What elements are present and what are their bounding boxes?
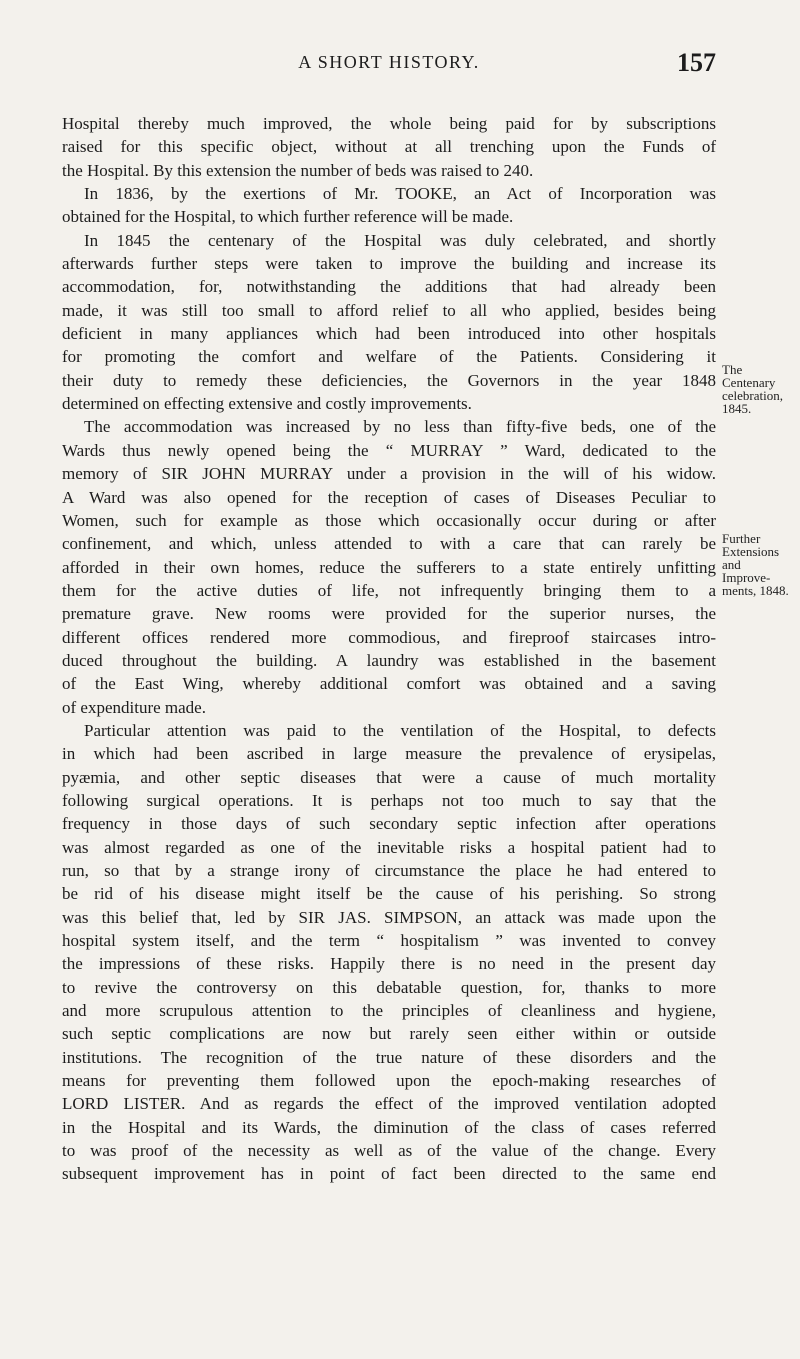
text-line: obtained for the Hospital, to which further reference will be made. bbox=[62, 207, 514, 227]
page-number: 157 bbox=[677, 48, 716, 77]
margin-note-extensions bbox=[722, 532, 800, 597]
text-line: Wards thus newly opened being the “ MURRAY ” Ward, dedicated to the bbox=[62, 440, 716, 460]
running-header bbox=[62, 48, 716, 78]
text-line: Particular attention was paid to the ventilation of the Hospital, to defects bbox=[84, 720, 716, 740]
text-line: pyæmia, and other septic diseases that were a cause of much mortality bbox=[62, 767, 716, 787]
text-line: determined on effecting extensive and costly improvements. bbox=[62, 394, 472, 414]
margin-note-line: Centenary bbox=[722, 375, 776, 390]
margin-note-line: Extensions bbox=[722, 544, 780, 559]
text-line: In 1845 the centenary of the Hospital was duly celebrated, and shortly bbox=[84, 230, 716, 250]
text-line: premature grave. New rooms were provided for the superior nurses, the bbox=[62, 604, 716, 624]
text-line: in the Hospital and its Wards, the diminution of the class of cases referred bbox=[62, 1117, 716, 1137]
text-line: institutions. The recognition of the true nature of these disorders and the bbox=[62, 1047, 716, 1067]
text-line: was this belief that, led by SIR JAS. SIMPSON, an attack was made upon the bbox=[62, 907, 716, 927]
text-line: of expenditure made. bbox=[62, 697, 206, 717]
text-line: frequency in those days of such secondary septic infection after operations bbox=[62, 814, 716, 834]
text-line: them for the active duties of life, not infrequently bringing them to a bbox=[62, 580, 716, 600]
text-line: hospital system itself, and the term “ hospitalism ” was invented to convey bbox=[62, 931, 716, 951]
margin-note-line: celebration, bbox=[722, 388, 783, 403]
text-line: A Ward was also opened for the reception of cases of Diseases Peculiar to bbox=[62, 487, 716, 507]
text-line: duced throughout the building. A laundry was established in the basement bbox=[62, 650, 716, 670]
paragraph bbox=[62, 182, 716, 229]
text-line: accommodation, for, notwithstanding the additions that had already been bbox=[62, 277, 716, 297]
paragraph bbox=[62, 112, 716, 182]
text-line: subsequent improvement has in point of fact been directed to the same end bbox=[62, 1164, 716, 1184]
text-line: the impressions of these risks. Happily there is no need in the present day bbox=[62, 954, 716, 974]
text-line: Hospital thereby much improved, the whole being paid for by subscriptions bbox=[62, 114, 716, 133]
text-line: different offices rendered more commodious, and fireproof staircases intro- bbox=[62, 627, 716, 647]
text-line: afterwards further steps were taken to improve the building and increase its bbox=[62, 254, 716, 274]
margin-note-line: and bbox=[722, 557, 741, 572]
paragraph bbox=[62, 415, 716, 718]
margin-note-line: ments, 1848. bbox=[722, 583, 789, 598]
paragraph bbox=[62, 719, 716, 1186]
text-line: memory of SIR JOHN MURRAY under a provision in the will of his widow. bbox=[62, 464, 716, 484]
text-line: The accommodation was increased by no less than fifty-five beds, one of the bbox=[84, 417, 716, 437]
margin-note-line: Further bbox=[722, 531, 761, 546]
text-line: and more scrupulous attention to the principles of cleanliness and hygiene, bbox=[62, 1001, 716, 1021]
text-line: raised for this specific object, without at all trenching upon the Funds of bbox=[62, 137, 716, 157]
text-line: for promoting the comfort and welfare of the Patients. Considering it bbox=[62, 347, 716, 367]
text-line: In 1836, by the exertions of Mr. TOOKE, an Act of Incorporation was bbox=[84, 184, 716, 204]
margin-note-line: The bbox=[722, 362, 743, 377]
margin-note-line: 1845. bbox=[722, 401, 752, 416]
text-line: the Hospital. By this extension the number of beds was raised to 240. bbox=[62, 160, 534, 180]
text-line: afforded in their own homes, reduce the sufferers to a state entirely unfitting bbox=[62, 557, 716, 577]
text-line: Women, such for example as those which occasionally occur during or after bbox=[62, 510, 716, 530]
text-line: in which had been ascribed in large measure the prevalence of erysipelas, bbox=[62, 744, 716, 764]
text-line: made, it was still too small to afford relief to all who applied, besides being bbox=[62, 300, 716, 320]
margin-note-centenary bbox=[722, 363, 800, 415]
text-line: was almost regarded as one of the inevitable risks a hospital patient had to bbox=[62, 837, 716, 857]
text-line: to was proof of the necessity as well as of the value of the change. Every bbox=[62, 1141, 716, 1161]
text-line: to revive the controversy on this debatable question, for, thanks to more bbox=[62, 977, 716, 997]
text-line: of the East Wing, whereby additional comfort was obtained and a saving bbox=[62, 674, 716, 694]
text-line: confinement, and which, unless attended to with a care that can rarely be bbox=[62, 534, 716, 554]
text-line: their duty to remedy these deficiencies, the Governors in the year 1848 bbox=[62, 370, 716, 390]
margin-note-line: Improve- bbox=[722, 570, 771, 585]
running-title: A SHORT HISTORY. bbox=[298, 52, 480, 72]
body-text bbox=[62, 112, 716, 1186]
text-line: LORD LISTER. And as regards the effect of the improved ventilation adopted bbox=[62, 1094, 716, 1114]
text-line: following surgical operations. It is perhaps not too much to say that the bbox=[62, 790, 716, 810]
paragraph bbox=[62, 229, 716, 416]
text-line: deficient in many appliances which had been introduced into other hospitals bbox=[62, 324, 716, 344]
text-line: means for preventing them followed upon the epoch-making researches of bbox=[62, 1071, 716, 1091]
text-line: be rid of his disease might itself be the cause of his perishing. So strong bbox=[62, 884, 716, 904]
text-line: such septic complications are now but rarely seen either within or outside bbox=[62, 1024, 716, 1044]
text-line: run, so that by a strange irony of circumstance the place he had entered to bbox=[62, 861, 716, 880]
